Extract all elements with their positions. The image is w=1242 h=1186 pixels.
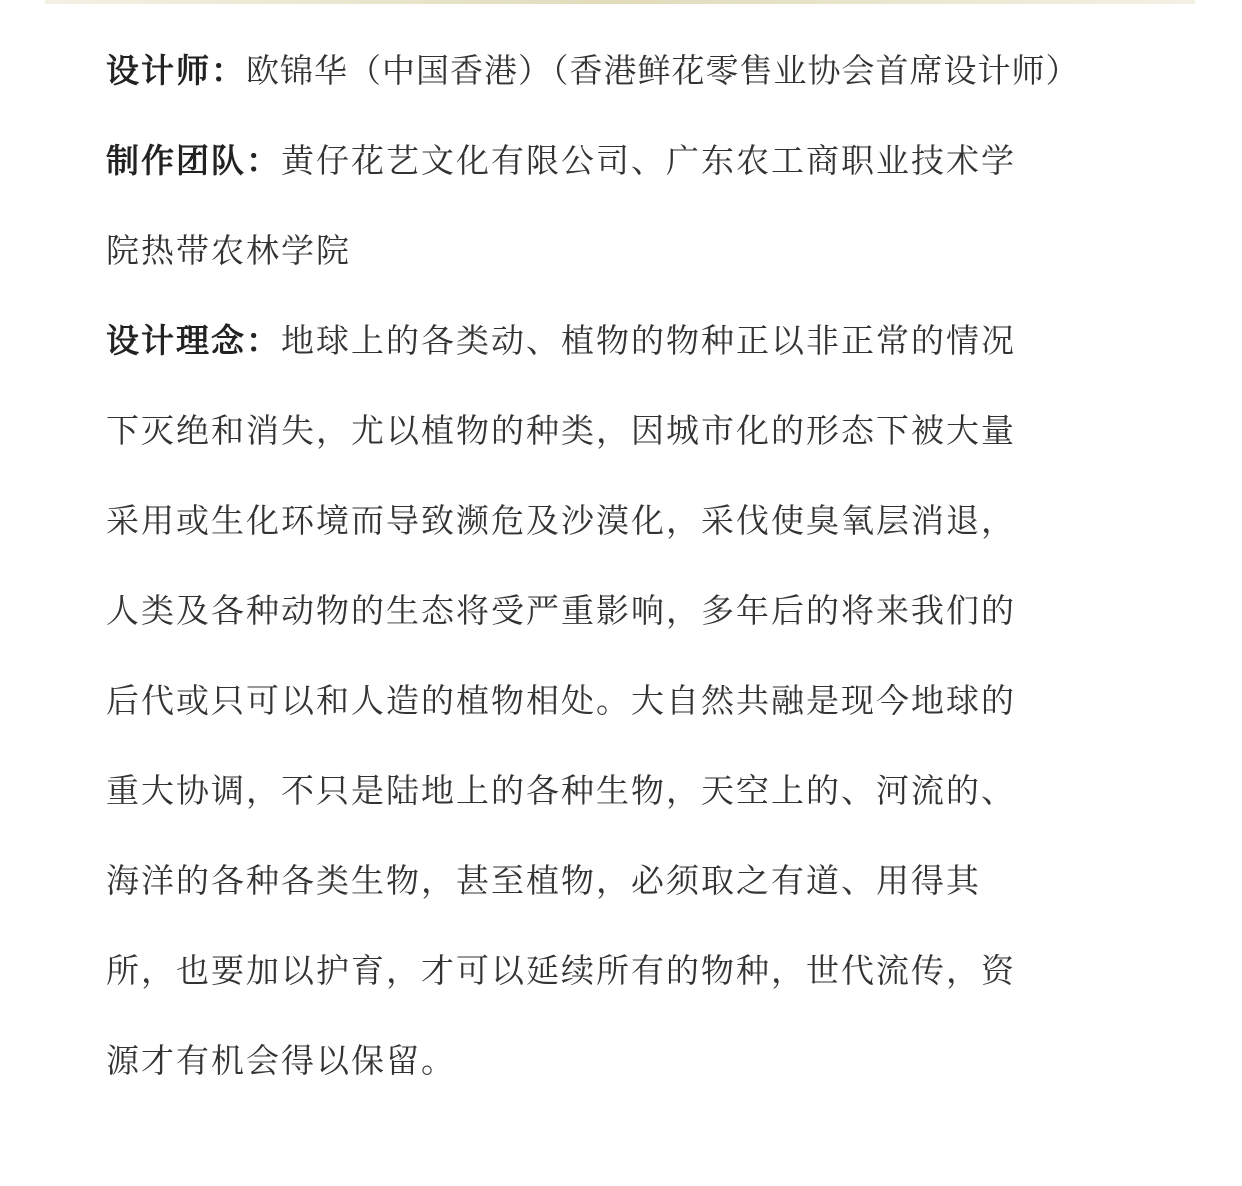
concept-text-3: 采用或生化环境而导致濒危及沙漠化，采伐使臭氧层消退，: [106, 501, 1016, 540]
concept-text-6: 重大协调，不只是陆地上的各种生物，天空上的、河流的、: [106, 771, 1016, 810]
concept-text-1: 地球上的各类动、植物的物种正以非正常的情况: [281, 321, 1016, 360]
team-line-1: [106, 116, 1216, 206]
article-body: [106, 26, 1216, 1106]
concept-text-2: 下灭绝和消失，尤以植物的种类，因城市化的形态下被大量: [106, 411, 1016, 450]
designer-label: 设计师：: [106, 51, 246, 90]
designer-text: 欧锦华（中国香港）（香港鲜花零售业协会首席设计师）: [246, 51, 1080, 90]
concept-text-7: 海洋的各种各类生物，甚至植物，必须取之有道、用得其: [106, 861, 981, 900]
concept-text-5: 后代或只可以和人造的植物相处。大自然共融是现今地球的: [106, 681, 1016, 720]
top-divider: [45, 0, 1195, 4]
concept-text-4: 人类及各种动物的生态将受严重影响，多年后的将来我们的: [106, 591, 1016, 630]
team-paragraph: [106, 116, 1216, 296]
team-label: 制作团队：: [106, 141, 281, 180]
concept-label: 设计理念：: [106, 321, 281, 360]
concept-line-1: [106, 296, 1216, 386]
concept-paragraph: [106, 296, 1216, 1106]
concept-text-8: 所，也要加以护育，才可以延续所有的物种，世代流传，资: [106, 951, 1016, 990]
concept-text-9: 源才有机会得以保留。: [106, 1041, 456, 1080]
designer-paragraph: [106, 26, 1216, 116]
team-text-2: 院热带农林学院: [106, 231, 351, 270]
team-text-1: 黄仔花艺文化有限公司、广东农工商职业技术学: [281, 141, 1016, 180]
